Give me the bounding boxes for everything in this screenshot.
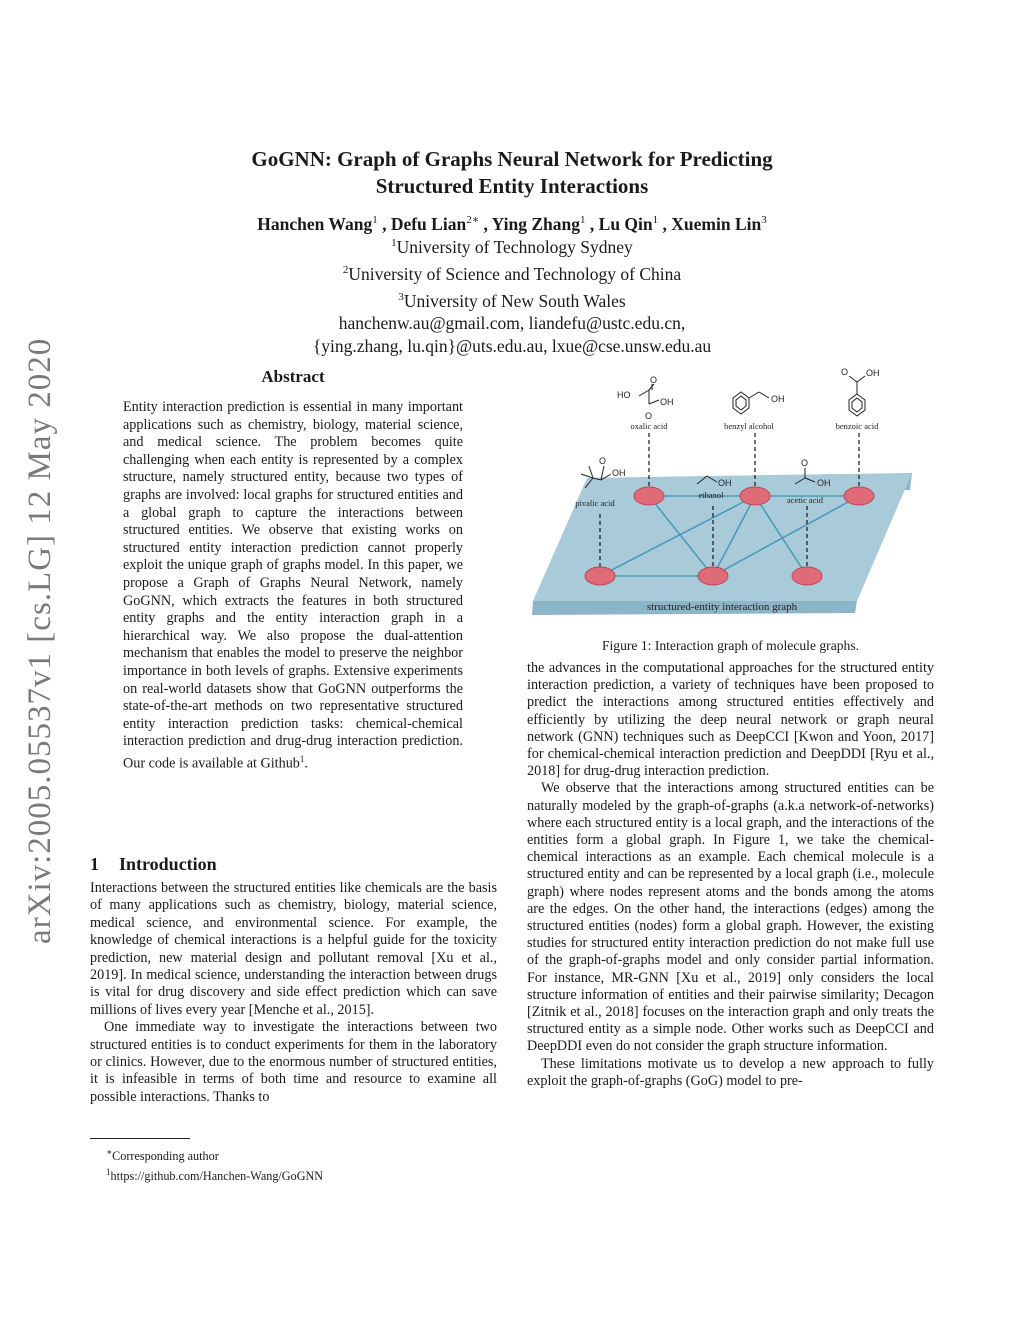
footnote: ∗Corresponding author	[106, 1147, 219, 1164]
svg-text:OH: OH	[612, 468, 626, 478]
paper-title: GoGNN: Graph of Graphs Neural Network for Predicting Structured Entity Interactions	[251, 147, 773, 198]
interaction-graph-figure	[527, 358, 934, 638]
svg-text:O: O	[599, 456, 607, 466]
svg-text:OH: OH	[660, 397, 674, 407]
author: Defu Lian	[390, 213, 467, 234]
email-line: {ying.zhang, lu.qin}@uts.edu.au, lxue@cse.unsw.edu.au	[312, 336, 712, 357]
svg-text:OH: OH	[718, 478, 732, 488]
affiliation: $^3$University of New South Wales	[398, 290, 626, 311]
author: Ying Zhang	[491, 213, 581, 234]
molecule-label: ethanol	[698, 490, 724, 500]
figure-caption: Figure 1: Interaction graph of molecule graphs.	[601, 638, 860, 653]
author: Hanchen Wang	[257, 213, 373, 234]
entity-node	[634, 487, 664, 505]
paragraph: These limitations motivate us to develop a new approach to fully exploit the graph-of-graphs (GoG) model to pre-	[527, 1055, 934, 1089]
paragraph: We observe that the interactions among structured entities can be naturally modeled by the graph-of-graphs (a.k.a network-of-networks) where each structured entity is a local graph, and the interactions of the entities form a global graph. In Figure 1, we take the chemical-chemical interactions as an example. Each chemical molecule is a structured entity and can be represented by a local graph (i.e., molecule graph) where nodes represent atoms and the bonds among the atoms are the edges. On the other hand, the interactions (edges) among the structured entities (nodes) form a global graph. However, the existing studies for structured entity interaction prediction do not make full use of the graph-of-graphs model and only consider partial information. For instance, MR-GNN [Xu et al., 2019] only considers the local structure information of entities and their pairwise similarity; Decagon [Zitnik et al., 2018] focuses on the interaction graph and only treats the structured entity as a simple node. Other works such as DeepCCI and DeepDDI even do not consider the graph structure information.	[527, 780, 934, 1055]
email-line: hanchenw.au@gmail.com, liandefu@ustc.edu.cn,	[338, 313, 686, 334]
svg-text:O: O	[645, 411, 653, 421]
svg-text:OH: OH	[771, 394, 785, 404]
svg-text:O: O	[650, 375, 658, 385]
footnotes	[90, 1138, 497, 1184]
svg-text:O: O	[801, 458, 809, 468]
paragraph: the advances in the computational approaches for the structured entity interaction prediction, a variety of techniques have been proposed to predict the interactions among structured entities effectively and efficiently by utilizing the deep neural network or graph neural network (GNN) techniques such as DeepCCI [Kwon and Yoon, 2017] for chemical-chemical interaction prediction and DeepDDI [Ryu et al., 2018] for drug-drug interaction prediction.	[527, 660, 934, 780]
oxalic-acid-molecule	[639, 384, 659, 404]
paragraph: Interactions between the structured entities like chemicals are the basis of many applications such as chemistry, biology, material science, medical science, and environmental science. For example, the knowledge of chemical interactions is a helpful guide for the toxicity prediction, new material design and pollutant removal [Xu et al., 2019]. In medical science, understanding the interaction between drugs is vital for drug discovery and side effect prediction which can save millions of lives every year [Menche et al., 2015].	[90, 880, 497, 1018]
molecule-label: oxalic acid	[630, 421, 668, 431]
molecule-label: pivalic acid	[575, 498, 615, 508]
svg-text:OH: OH	[817, 478, 831, 488]
affiliations	[150, 232, 874, 358]
entity-node	[585, 567, 615, 585]
svg-text:OH: OH	[866, 368, 880, 378]
abstract-body: Entity interaction prediction is essential in many important applications such as chemistry, biology, material science, and medical science. The problem becomes quite challenging when each entity is represented by a complex structure, namely structured entity, because two types of graphs are involved: local graphs for structured entities and a global graph to capture the interactions between structured entities. We observe that existing works on structured entity interaction prediction cannot properly exploit the unique graph of graphs model. In this paper, we propose a Graph of Graphs Neural Network, namely GoGNN, which extracts the features in both structured entity graphs and the entity interaction graph in a hierarchical way. We also propose the dual-attention mechanism that enables the model to preserve the neighbor importance in both levels of graphs. Extensive experiments on real-world datasets show that GoGNN outperforms the state-of-the-art methods on two representative structured entity interaction prediction tasks: chemical-chemical interaction prediction and drug-drug interaction prediction. Our code is available at Github$^1$.	[123, 399, 463, 772]
molecule-label: benzyl alcohol	[724, 421, 774, 431]
section-heading: 1 Introduction	[90, 854, 217, 874]
abstract-heading: Abstract	[261, 367, 325, 386]
footnote: $^1$https://github.com/Hanchen-Wang/GoGNN	[106, 1167, 324, 1184]
author: Xuemin Lin	[671, 213, 762, 234]
benzoic-acid-molecule	[849, 376, 865, 416]
entity-node	[740, 487, 770, 505]
molecule-label: acetic acid	[786, 495, 824, 505]
intro-text	[90, 880, 497, 1106]
benzyl-alcohol-molecule	[733, 392, 769, 414]
arxiv-identifier: arXiv:2005.05537v1 [cs.LG] 12 May 2020	[22, 337, 58, 944]
entity-node	[792, 567, 822, 585]
affiliation: $^1$University of Technology Sydney	[391, 236, 633, 257]
svg-text:HO: HO	[617, 390, 631, 400]
footnote-rule	[90, 1138, 190, 1139]
paragraph: One immediate way to investigate the interactions between two structured entities is to conduct experiments for them in the laboratory or clinics. However, due to the enormous number of structured entities, it is infeasible in terms of both time and resource to examine all possible interactions. Thanks to	[90, 1019, 497, 1105]
right-column-text	[527, 660, 934, 1090]
affiliation: $^2$University of Science and Technology of China	[342, 263, 682, 284]
author: Lu Qin	[598, 213, 653, 234]
graph-label: structured-entity interaction graph	[646, 601, 798, 613]
svg-text:O: O	[841, 367, 849, 377]
entity-node	[698, 567, 728, 585]
author-list: Hanchen Wang$^1$ , Defu Lian$^{2∗}$ , Ying Zhang$^1$ , Lu Qin$^1$ , Xuemin Lin$^3$	[257, 213, 767, 234]
entity-node	[844, 487, 874, 505]
molecule-label: benzoic acid	[835, 421, 879, 431]
